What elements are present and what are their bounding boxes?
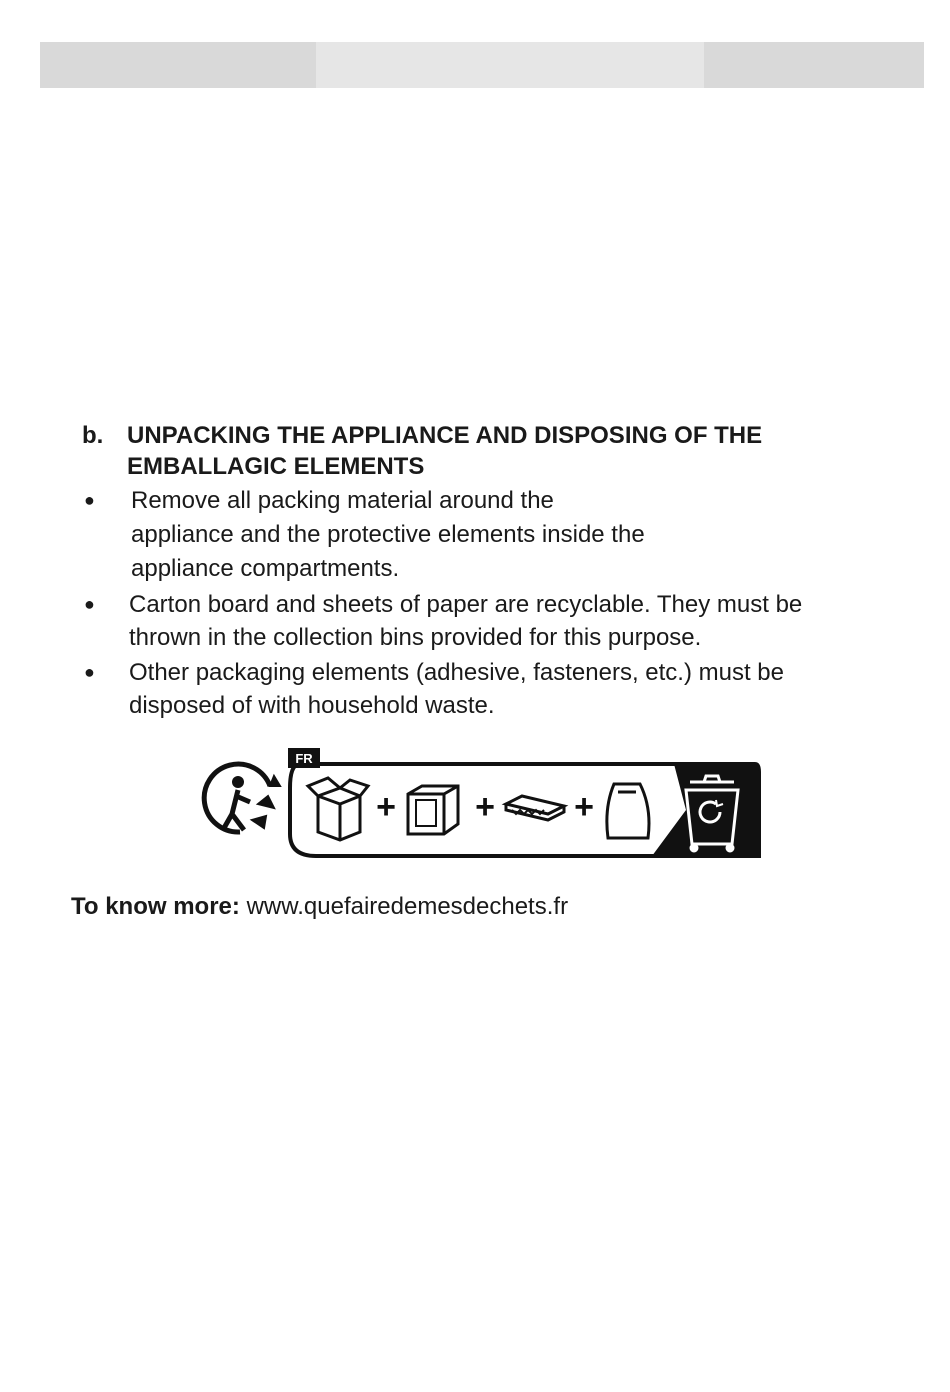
section-title-line2: EMBALLAGIC ELEMENTS (127, 453, 425, 480)
tray-icon (408, 786, 458, 834)
bullet-icon: ● (84, 662, 95, 682)
section-title (127, 420, 762, 482)
plus-sign: + (475, 788, 495, 826)
list-item (82, 484, 902, 586)
more-info-label: To know more: (71, 893, 240, 920)
recycling-info-logo (200, 748, 762, 860)
more-info-url[interactable]: www.quefairedemesdechets.fr (246, 893, 569, 920)
header-bar (40, 42, 924, 88)
bullet-icon: ● (84, 594, 95, 614)
corrugated-sheet-icon (506, 796, 564, 820)
list-line: appliance and the protective elements inside the (131, 521, 645, 548)
plus-sign: + (376, 788, 396, 826)
list-line: Remove all packing material around the (131, 487, 554, 514)
instruction-list (82, 484, 902, 722)
list-line: Carton board and sheets of paper are recyclable. They must be (129, 591, 803, 618)
list-line: disposed of with household waste. (129, 692, 495, 719)
more-info (71, 893, 568, 921)
paper-bag-icon (607, 784, 649, 838)
header-bar-right (704, 42, 924, 88)
plus-sign: + (574, 788, 594, 826)
section-letter: b. (82, 422, 104, 449)
list-item-text (129, 588, 802, 654)
unpacking-section (82, 420, 902, 722)
list-line: Other packaging elements (adhesive, fasteners, etc.) must be (129, 659, 784, 686)
carton-box-icon (308, 778, 368, 840)
header-bar-left (40, 42, 316, 88)
triman-icon (204, 764, 280, 832)
country-tag-text: FR (295, 751, 313, 766)
header-bar-middle (316, 42, 704, 88)
list-item (82, 588, 902, 654)
section-heading (82, 420, 902, 482)
list-item (82, 656, 902, 722)
bullet-icon: ● (84, 490, 95, 510)
list-line: thrown in the collection bins provided for this purpose. (129, 624, 702, 651)
list-item-text (129, 484, 645, 586)
list-item-text (129, 656, 784, 722)
list-line: appliance compartments. (131, 555, 400, 582)
section-title-line1: UNPACKING THE APPLIANCE AND DISPOSING OF THE (127, 422, 763, 449)
